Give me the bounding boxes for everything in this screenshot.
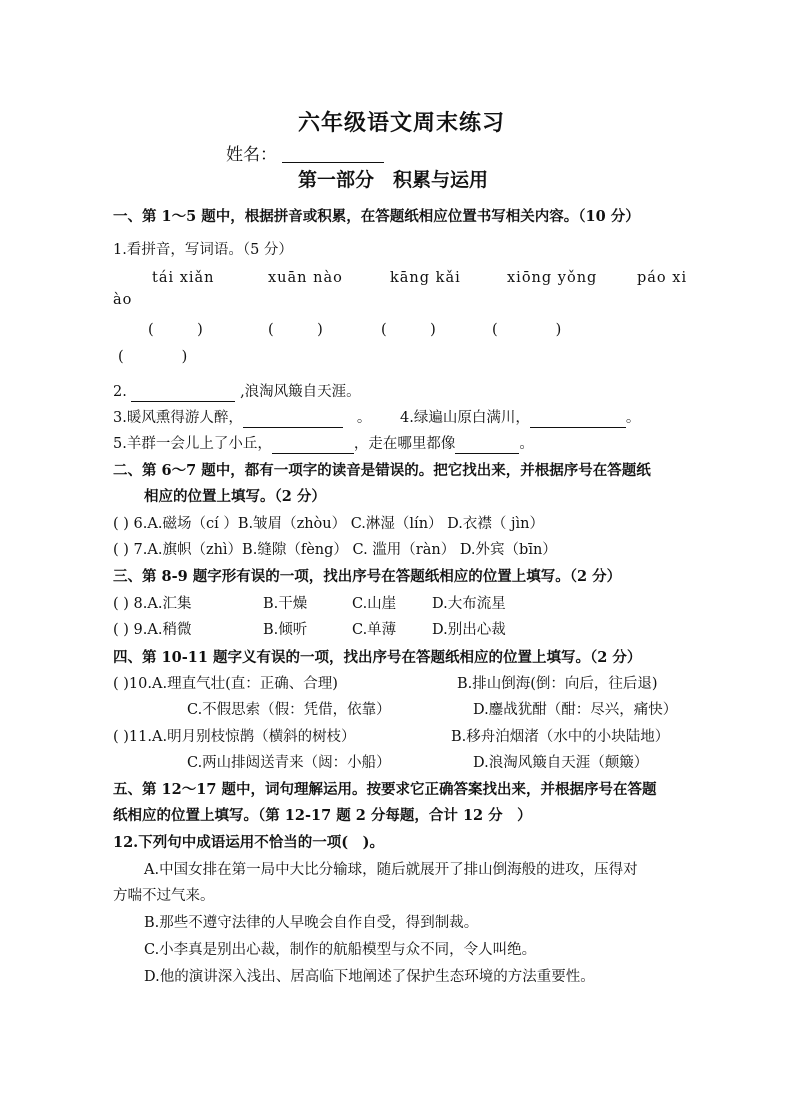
q8-option-c: C.山崖 [352,596,397,612]
q8-option-b: B.干燥 [263,596,308,612]
q3-end: 。 [356,410,372,426]
pinyin-2: xuān nào [268,270,343,286]
q3-blank[interactable] [243,411,343,428]
q10-option-a: ( )10.A.理直气壮(直：正确、合理) [113,676,338,692]
q11-option-b: B.移舟泊烟渚（水中的小块陆地） [451,729,670,745]
answer-box-2[interactable]: ( ) [268,322,323,338]
q4-text: 4.绿遍山原白满川， [400,410,530,426]
q12-question: 12.下列句中成语运用不恰当的一项( )。 [113,834,384,851]
q3-line [113,408,371,428]
answer-box-5[interactable]: ( ) [118,349,188,365]
q9-option-b: B.倾听 [263,622,308,638]
name-blank[interactable] [282,146,384,163]
pinyin-3: kāng kǎi [390,270,461,286]
q4-line [400,408,640,428]
q10-option-c: C.不假思索（假：凭借，依靠） [187,702,391,718]
q1-instruction: 1.看拼音，写词语。（5 分） [113,242,293,258]
q11-option-d: D.浪淘风簸自天涯（颠簸） [473,755,649,771]
section-5-heading: 五、第 12～17 题中，词句理解运用。按要求它正确答案找出来，并根据序号在答题 [113,781,657,798]
page-title: 六年级语文周末练习 [298,110,506,136]
q10-option-d: D.鏖战犹酣（酣：尽兴，痛快） [473,702,678,718]
answer-box-4[interactable]: ( ) [492,322,562,338]
section-1-heading: 一、第 1～5 题中，根据拼音或积累，在答题纸相应位置书写相关内容。（10 分） [113,208,640,225]
q4-blank[interactable] [530,411,626,428]
q12-option-d: D.他的演讲深入浅出、居高临下地阐述了保护生态环境的方法重要性。 [144,969,595,985]
q4-end: 。 [625,410,641,426]
section-5-heading-cont: 纸相应的位置上填写。（第 12-17 题 2 分每题，合计 12 分 ） [113,807,532,824]
q5-line [113,434,534,454]
q5-blank-1[interactable] [272,437,354,454]
part-title: 第一部分 积累与运用 [298,169,489,191]
q5-blank-2[interactable] [455,437,519,454]
q7-line: ( ) 7.A.旗帜（zhì）B.缝隙（fèng） C. 滥用（ràn） D.外宾（bīn） [113,542,557,558]
q8-option-a: ( ) 8.A.汇集 [113,596,192,612]
section-4-heading: 四、第 10-11 题字义有误的一项，找出序号在答题纸相应的位置上填写。（2 分） [113,649,642,666]
q2-line [113,382,361,402]
q2-number: 2. [113,384,127,400]
section-3-heading: 三、第 8-9 题字形有误的一项，找出序号在答题纸相应的位置上填写。（2 分） [113,568,622,585]
answer-box-3[interactable]: ( ) [381,322,436,338]
section-2-heading: 二、第 6～7 题中，都有一项字的读音是错误的。把它找出来，并根据序号在答题纸 [113,462,651,479]
q11-option-a: ( )11.A.明月别枝惊鹊（横斜的树枝） [113,729,356,745]
q5-mid: ，走在哪里都像 [353,436,456,452]
section-2-heading-cont: 相应的位置上填写。（2 分） [144,488,326,505]
pinyin-4: xiōng yǒng [507,270,598,286]
q2-text: ,浪淘风簸自天涯。 [240,384,361,400]
q12-option-a: A.中国女排在第一局中大比分输球，随后就展开了排山倒海般的进攻，压得对 [144,862,638,878]
q9-option-a: ( ) 9.A.稍微 [113,622,192,638]
name-label: 姓名： [226,145,277,165]
pinyin-5-wrap: ào [113,292,133,308]
q5-text: 5.羊群一会儿上了小丘， [113,436,272,452]
q2-blank[interactable] [131,385,235,402]
q12-option-c: C.小李真是别出心裁，制作的航船模型与众不同，令人叫绝。 [144,942,537,958]
q9-option-c: C.单薄 [352,622,397,638]
q9-option-d: D.别出心裁 [432,622,506,638]
pinyin-1: tái xiǎn [152,270,215,286]
q11-option-c: C.两山排闼送青来（闼：小船） [187,755,391,771]
q8-option-d: D.大布流星 [432,596,506,612]
q12-option-b: B.那些不遵守法律的人早晚会自作自受，得到制裁。 [144,915,479,931]
pinyin-5: páo xi [637,270,688,286]
q3-text: 3.暖风熏得游人醉， [113,410,243,426]
q5-end: 。 [519,436,534,452]
q10-option-b: B.排山倒海(倒：向后，往后退) [457,676,658,692]
q12-option-a-cont: 方喘不过气来。 [113,888,215,904]
answer-box-1[interactable]: ( ) [148,322,203,338]
q6-line: ( ) 6.A.磁场（cí ）B.皱眉（zhòu） C.淋湿（lín） D.衣襟（ jìn） [113,516,544,532]
